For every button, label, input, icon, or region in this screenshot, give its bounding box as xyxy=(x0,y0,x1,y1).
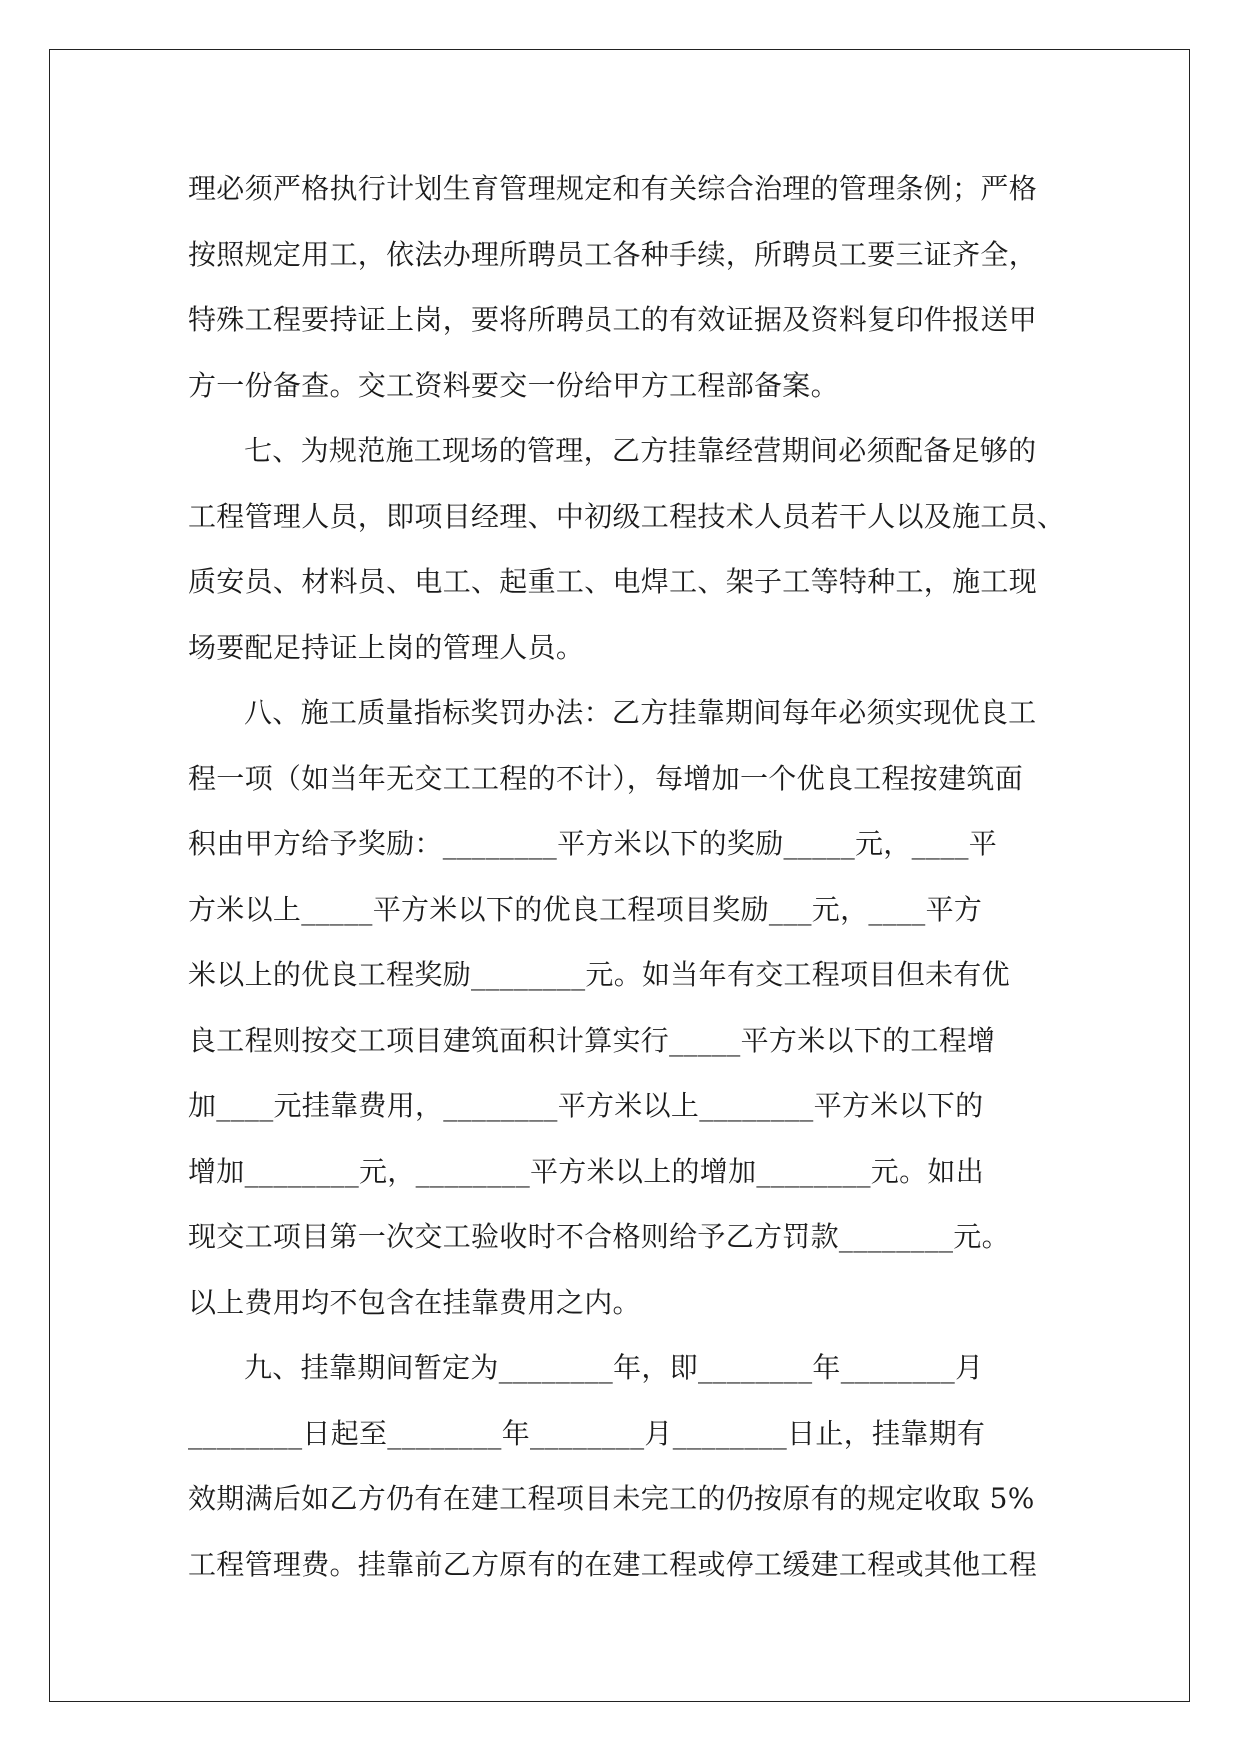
text-line: 工程管理费。挂靠前乙方原有的在建工程或停工缓建工程或其他工程 xyxy=(188,1547,1038,1581)
text-line: 程一项（如当年无交工工程的不计），每增加一个优良工程按建筑面 xyxy=(188,761,1024,795)
text-line: 现交工项目第一次交工验收时不合格则给予乙方罚款________元。 xyxy=(188,1220,1010,1253)
text-line: 加____元挂靠费用，________平方米以上________平方米以下的 xyxy=(188,1089,984,1122)
clause-9-first-line: 九、挂靠期间暂定为________年，即________年________月 xyxy=(244,1351,984,1384)
text-line: 良工程则按交工项目建筑面积计算实行_____平方米以下的工程增 xyxy=(188,1023,996,1057)
text-line: 米以上的优良工程奖励________元。如当年有交工程项目但未有优 xyxy=(188,958,1010,991)
text-line: 积由甲方给予奖励：________平方米以下的奖励_____元，____平 xyxy=(188,827,998,860)
clause-8-first-line: 八、施工质量指标奖罚办法：乙方挂靠期间每年必须实现优良工 xyxy=(244,696,1037,729)
text-line: 场要配足持证上岗的管理人员。 xyxy=(188,630,585,664)
text-line: 按照规定用工，依法办理所聘员工各种手续，所聘员工要三证齐全， xyxy=(188,237,1038,271)
text-line: 特殊工程要持证上岗，要将所聘员工的有效证据及资料复印件报送甲 xyxy=(188,303,1038,336)
text-line: 理必须严格执行计划生育管理规定和有关综合治理的管理条例；严格 xyxy=(188,172,1038,205)
text-line: ________日起至________年________月________日止，挂靠期有 xyxy=(188,1416,986,1450)
text-line: 工程管理人员，即项目经理、中初级工程技术人员若干人以及施工员、 xyxy=(188,499,1066,533)
clause-7-first-line: 七、为规范施工现场的管理，乙方挂靠经营期间必须配备足够的 xyxy=(244,434,1037,467)
text-line: 质安员、材料员、电工、起重工、电焊工、架子工等特种工，施工现 xyxy=(188,565,1038,598)
text-line: 方一份备查。交工资料要交一份给甲方工程部备案。 xyxy=(188,368,839,402)
text-line: 以上费用均不包含在挂靠费用之内。 xyxy=(188,1285,641,1319)
text-line: 方米以上_____平方米以下的优良工程项目奖励___元，____平方 xyxy=(188,892,983,926)
text-line: 增加________元，________平方米以上的增加________元。如出 xyxy=(188,1154,985,1188)
document-body xyxy=(188,156,1068,1597)
text-line: 效期满后如乙方仍有在建工程项目未完工的仍按原有的规定收取 5% xyxy=(188,1482,1035,1515)
